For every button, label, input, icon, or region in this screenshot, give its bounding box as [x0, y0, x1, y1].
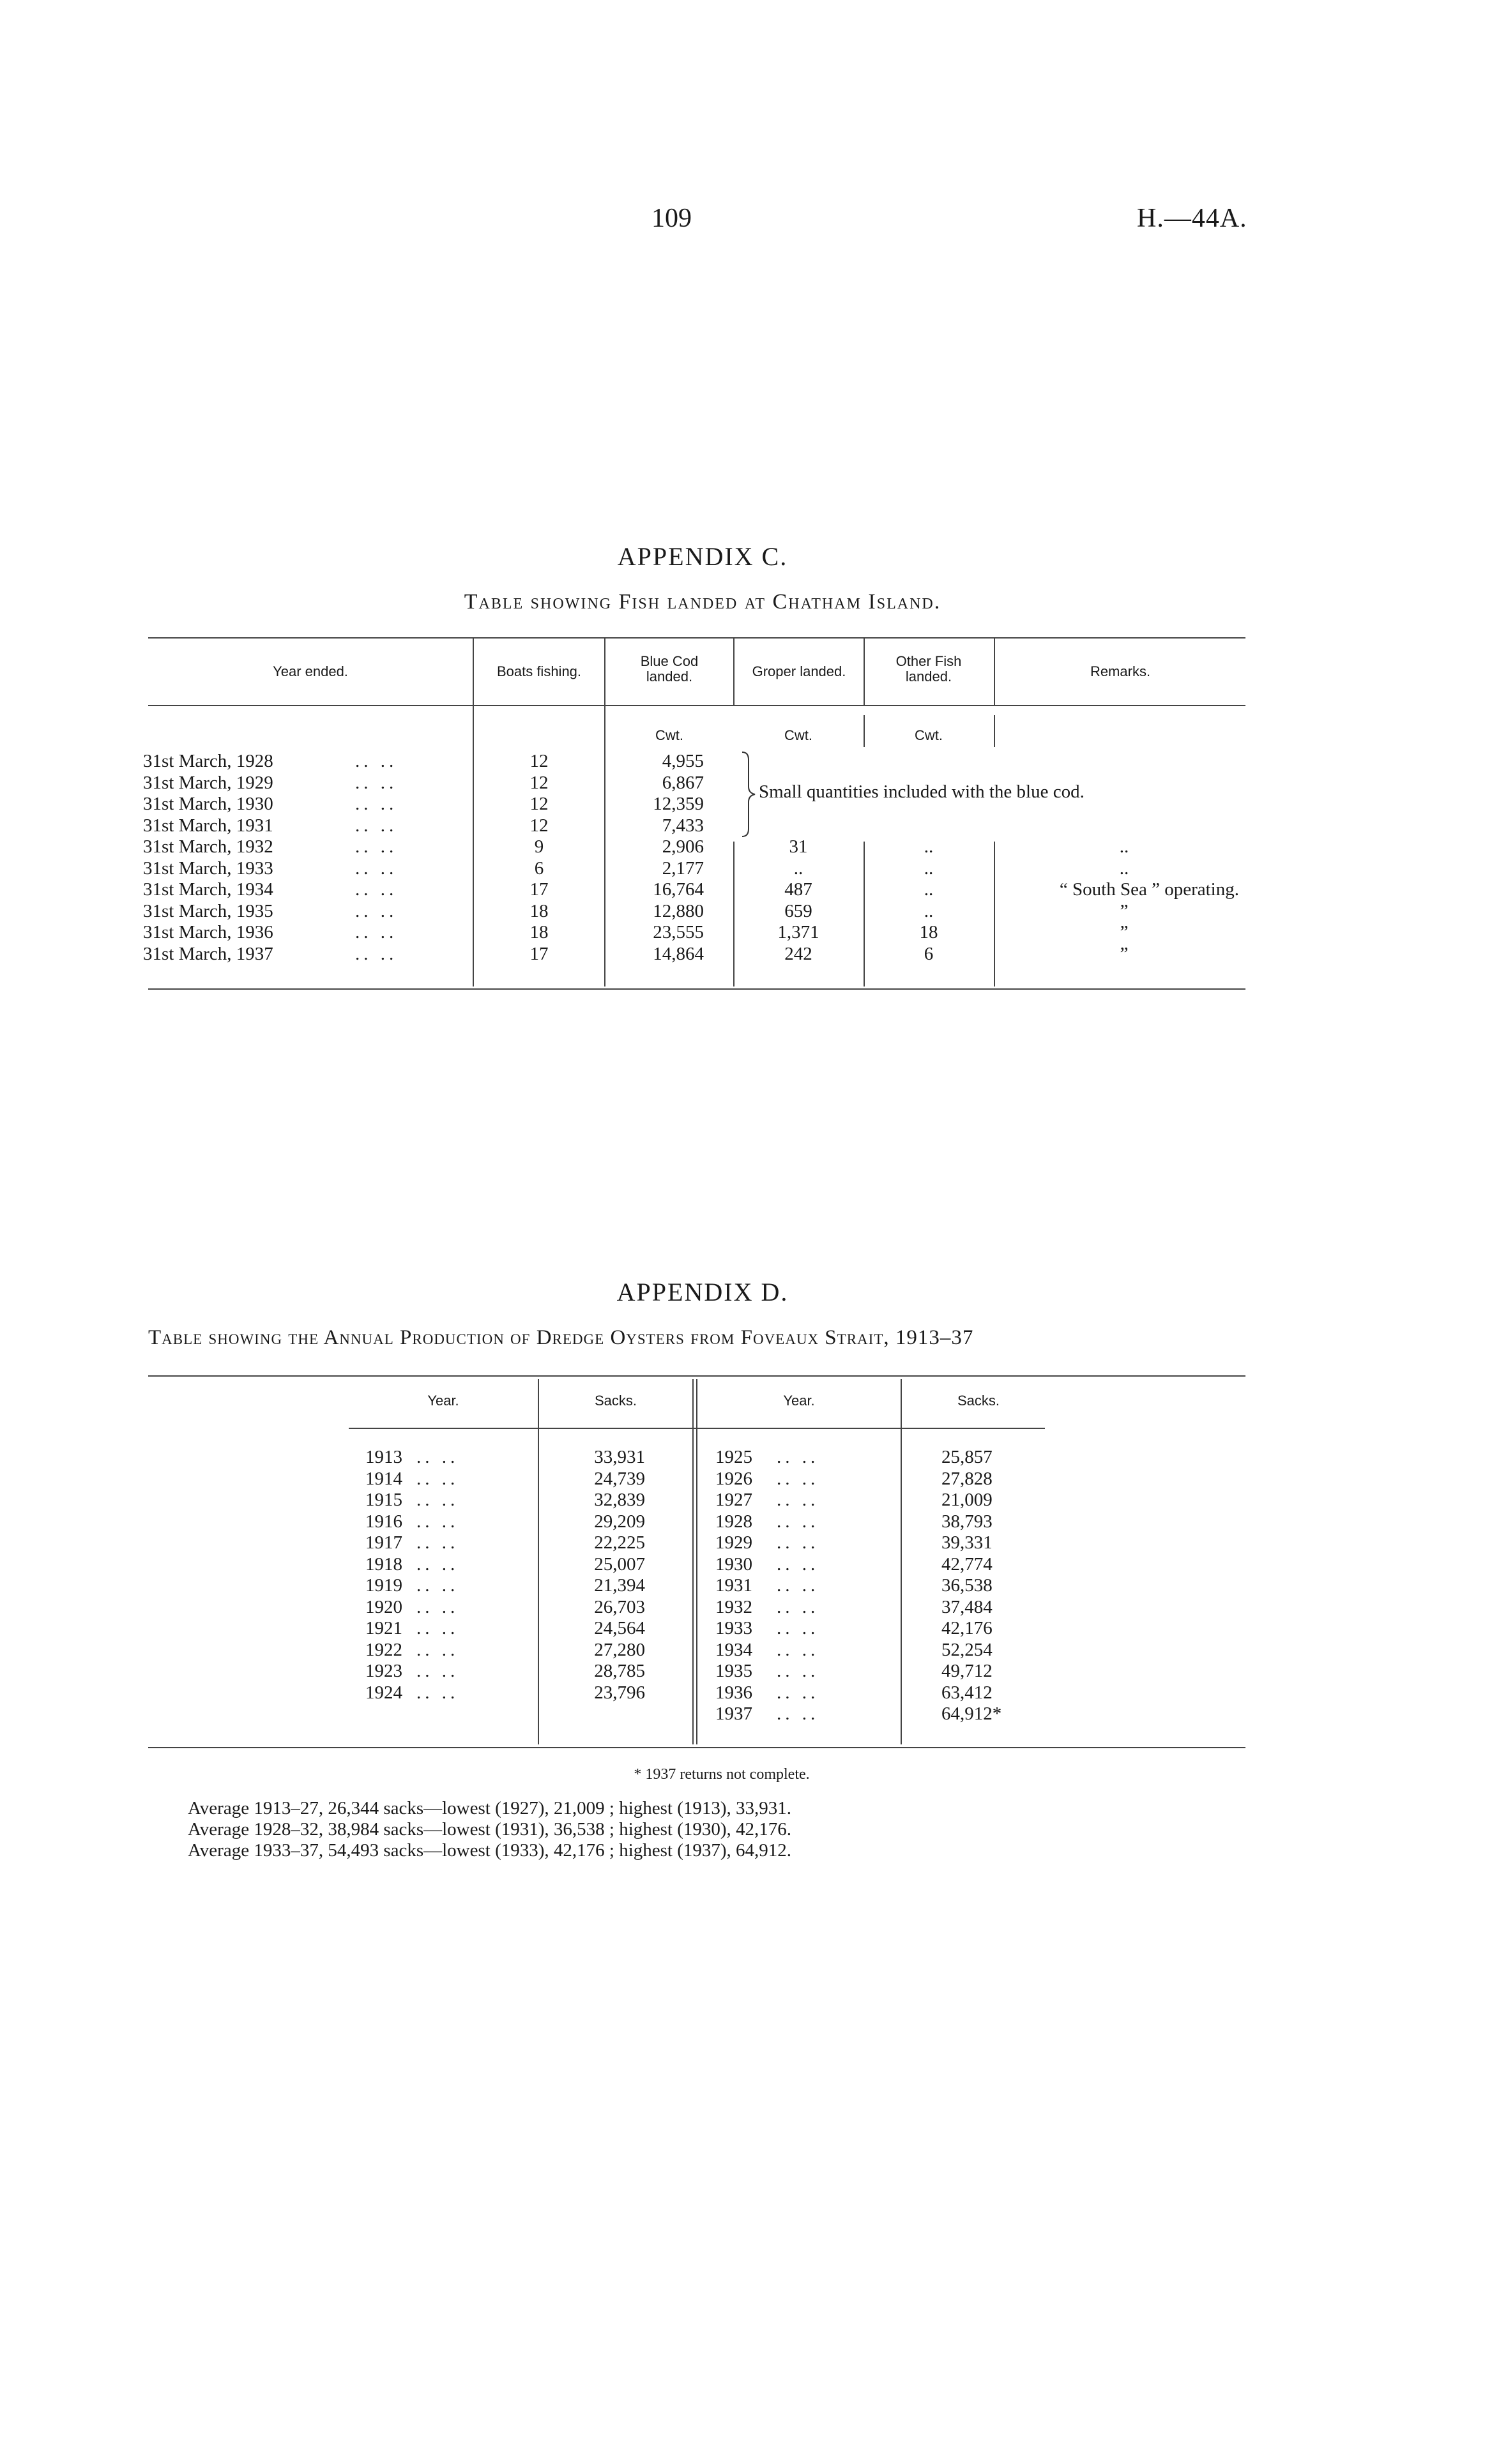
row-year: 1917 [365, 1532, 402, 1553]
header-year-ended: Year ended. [273, 663, 348, 679]
row-leader: .. .. [777, 1639, 819, 1660]
row-sacks: 42,176 [941, 1618, 993, 1638]
document-reference: H.—44A. [1137, 204, 1247, 233]
row-leader: .. .. [777, 1682, 819, 1703]
row-leader: .. .. [416, 1661, 459, 1681]
row-leader: .. .. [355, 836, 398, 857]
col-divider [604, 639, 605, 986]
row-year: 1931 [715, 1575, 752, 1596]
row-boats: 18 [529, 922, 549, 942]
row-other-fish: .. [924, 900, 934, 921]
row-year: 1923 [365, 1661, 402, 1681]
row-remarks: .. [1119, 858, 1129, 879]
row-groper: 487 [784, 879, 812, 900]
row-sacks: 39,331 [941, 1532, 993, 1553]
row-sacks: 24,564 [594, 1618, 645, 1638]
row-groper: 1,371 [777, 922, 819, 942]
row-other-fish: .. [924, 836, 934, 857]
average-line: Average 1928–32, 38,984 sacks—lowest (1931), 36,538 ; highest (1930), 42,176. [188, 1819, 792, 1840]
row-sacks: 23,796 [594, 1682, 645, 1703]
row-blue-cod: 7,433 [662, 815, 704, 836]
average-line: Average 1933–37, 54,493 sacks—lowest (1933), 42,176 ; highest (1937), 64,912. [188, 1840, 792, 1861]
row-leader: .. .. [777, 1553, 819, 1575]
row-leader: .. .. [416, 1490, 459, 1510]
row-year: 1933 [715, 1618, 752, 1638]
row-sacks: 33,931 [594, 1447, 645, 1467]
header-year-left: Year. [427, 1393, 459, 1409]
table-bottom-rule [148, 988, 1245, 990]
row-year: 31st March, 1929 [143, 772, 273, 793]
row-leader: .. .. [777, 1704, 819, 1724]
col-divider [692, 1379, 694, 1744]
row-other-fish: .. [924, 879, 934, 900]
header-sacks-right: Sacks. [957, 1393, 1000, 1409]
row-leader: .. .. [355, 772, 398, 793]
row-sacks: 21,394 [594, 1575, 645, 1596]
appendix-d-heading: APPENDIX D. [616, 1278, 789, 1306]
col-divider [696, 1379, 697, 1744]
row-leader: .. .. [416, 1575, 459, 1596]
table-bottom-rule [148, 1747, 1245, 1748]
row-year: 1920 [365, 1596, 402, 1617]
unit-other-fish: Cwt. [915, 727, 943, 743]
row-other-fish: 18 [919, 922, 938, 942]
header-boats-fishing: Boats fishing. [496, 663, 582, 679]
row-year: 1921 [365, 1618, 402, 1638]
header-sacks-left: Sacks. [594, 1393, 637, 1409]
row-leader: .. .. [416, 1468, 459, 1489]
row-leader: .. .. [355, 751, 398, 771]
row-year: 31st March, 1933 [143, 858, 273, 879]
row-leader: .. .. [777, 1532, 819, 1553]
row-leader: .. .. [777, 1596, 819, 1617]
header-remarks: Remarks. [1090, 663, 1151, 679]
row-blue-cod: 16,764 [653, 879, 704, 900]
row-year: 31st March, 1928 [143, 751, 273, 771]
row-blue-cod: 6,867 [662, 772, 704, 793]
row-year: 31st March, 1932 [143, 836, 273, 857]
row-boats: 9 [534, 836, 544, 857]
bracket-note: Small quantities included with the blue cod. [759, 782, 1085, 802]
row-sacks: 27,828 [941, 1468, 993, 1489]
row-remarks: ” [1120, 922, 1129, 942]
row-leader: .. .. [416, 1618, 459, 1638]
row-leader: .. .. [355, 879, 398, 900]
row-sacks: 27,280 [594, 1639, 645, 1660]
row-sacks: 29,209 [594, 1511, 645, 1532]
row-boats: 17 [529, 943, 549, 964]
row-leader: .. .. [777, 1618, 819, 1638]
row-year: 1936 [715, 1682, 752, 1703]
row-year: 1918 [365, 1553, 402, 1575]
row-blue-cod: 4,955 [662, 751, 704, 771]
row-leader: .. .. [416, 1511, 459, 1532]
row-blue-cod: 12,359 [653, 794, 704, 814]
appendix-c-heading: APPENDIX C. [617, 542, 788, 571]
row-sacks: 22,225 [594, 1532, 645, 1553]
row-sacks: 32,839 [594, 1490, 645, 1510]
col-divider [538, 1379, 539, 1744]
row-leader: .. .. [355, 815, 398, 836]
row-year: 1937 [715, 1704, 752, 1724]
row-sacks: 21,009 [941, 1490, 993, 1510]
header-other-fish: Other Fish landed. [895, 653, 962, 684]
row-sacks: 25,007 [594, 1553, 645, 1575]
row-leader: .. .. [355, 922, 398, 942]
row-sacks: 26,703 [594, 1596, 645, 1617]
row-blue-cod: 12,880 [653, 900, 704, 921]
row-year: 31st March, 1936 [143, 922, 273, 942]
row-year: 1927 [715, 1490, 752, 1510]
row-leader: .. .. [777, 1661, 819, 1681]
header-bottom-rule [148, 705, 1245, 706]
average-line: Average 1913–27, 26,344 sacks—lowest (1927), 21,009 ; highest (1913), 33,931. [188, 1798, 792, 1818]
row-boats: 17 [529, 879, 549, 900]
row-leader: .. .. [416, 1682, 459, 1703]
row-year: 1916 [365, 1511, 402, 1532]
row-leader: .. .. [355, 794, 398, 814]
row-year: 31st March, 1935 [143, 900, 273, 921]
row-boats: 12 [529, 772, 549, 793]
row-boats: 12 [529, 751, 549, 771]
unit-blue-cod: Cwt. [655, 727, 683, 743]
row-sacks: 38,793 [941, 1511, 993, 1532]
row-leader: .. .. [355, 858, 398, 879]
header-year-right: Year. [783, 1393, 815, 1409]
row-year: 1935 [715, 1661, 752, 1681]
row-remarks: “ South Sea ” operating. [1059, 879, 1239, 900]
row-remarks: ” [1120, 900, 1129, 921]
row-other-fish: .. [924, 858, 934, 879]
row-sacks: 25,857 [941, 1447, 993, 1467]
row-blue-cod: 23,555 [653, 922, 704, 942]
row-year: 1930 [715, 1553, 752, 1575]
col-divider [994, 842, 995, 986]
row-leader: .. .. [416, 1553, 459, 1575]
row-blue-cod: 14,864 [653, 943, 704, 964]
footnote: * 1937 returns not complete. [634, 1766, 810, 1783]
row-year: 1924 [365, 1682, 402, 1703]
row-year: 1929 [715, 1532, 752, 1553]
row-leader: .. .. [416, 1447, 459, 1467]
row-groper: 31 [789, 836, 808, 857]
col-divider [901, 1379, 902, 1744]
col-divider [864, 639, 865, 705]
row-leader: .. .. [416, 1596, 459, 1617]
row-boats: 18 [529, 900, 549, 921]
row-year: 1934 [715, 1639, 752, 1660]
row-blue-cod: 2,906 [662, 836, 704, 857]
row-year: 1914 [365, 1468, 402, 1489]
header-blue-cod: Blue Cod landed. [640, 653, 699, 684]
col-divider [994, 715, 995, 747]
row-sacks: 52,254 [941, 1639, 993, 1660]
row-leader: .. .. [777, 1575, 819, 1596]
appendix-c-caption: Table showing Fish landed at Chatham Island. [464, 590, 941, 614]
row-remarks: .. [1119, 836, 1129, 857]
row-sacks: 37,484 [941, 1596, 993, 1617]
row-groper: .. [793, 858, 803, 879]
row-year: 31st March, 1931 [143, 815, 273, 836]
row-year: 1932 [715, 1596, 752, 1617]
header-groper: Groper landed. [752, 663, 846, 679]
row-sacks: 64,912* [941, 1704, 1002, 1724]
table-top-rule [148, 1375, 1245, 1377]
unit-groper: Cwt. [784, 727, 812, 743]
row-year: 31st March, 1937 [143, 943, 273, 964]
averages [188, 1798, 791, 1861]
row-leader: .. .. [355, 943, 398, 964]
row-leader: .. .. [777, 1511, 819, 1532]
row-year: 1915 [365, 1490, 402, 1510]
row-year: 1919 [365, 1575, 402, 1596]
row-boats: 12 [529, 815, 549, 836]
row-sacks: 28,785 [594, 1661, 645, 1681]
row-groper: 242 [784, 943, 812, 964]
row-boats: 6 [534, 858, 544, 879]
row-leader: .. .. [777, 1468, 819, 1489]
row-blue-cod: 2,177 [662, 858, 704, 879]
row-year: 31st March, 1934 [143, 879, 273, 900]
row-leader: .. .. [416, 1532, 459, 1553]
row-sacks: 63,412 [941, 1682, 993, 1703]
row-sacks: 42,774 [941, 1553, 993, 1575]
row-sacks: 24,739 [594, 1468, 645, 1489]
row-groper: 659 [784, 900, 812, 921]
row-year: 1913 [365, 1447, 402, 1467]
row-year: 1922 [365, 1639, 402, 1660]
row-boats: 12 [529, 794, 549, 814]
row-sacks: 49,712 [941, 1661, 993, 1681]
row-year: 1928 [715, 1511, 752, 1532]
table-top-rule [148, 637, 1245, 639]
row-leader: .. .. [416, 1639, 459, 1660]
row-leader: .. .. [777, 1447, 819, 1467]
page-number: 109 [651, 204, 692, 233]
row-sacks: 36,538 [941, 1575, 993, 1596]
row-leader: .. .. [355, 900, 398, 921]
row-year: 31st March, 1930 [143, 794, 273, 814]
appendix-d-caption: Table showing the Annual Production of Dredge Oysters from Foveaux Strait, 1913–37 [148, 1326, 974, 1349]
brace-icon [740, 751, 756, 838]
row-other-fish: 6 [924, 943, 934, 964]
row-leader: .. .. [777, 1490, 819, 1510]
row-year: 1926 [715, 1468, 752, 1489]
row-remarks: ” [1120, 943, 1129, 964]
row-year: 1925 [715, 1447, 752, 1467]
